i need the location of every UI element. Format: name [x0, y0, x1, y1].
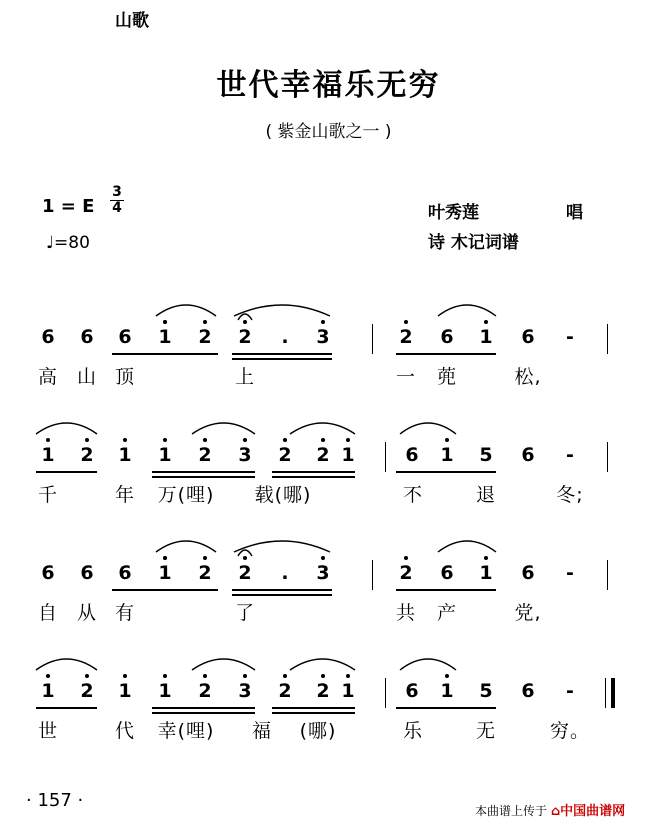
- score-note: 3: [238, 680, 252, 702]
- score-note: 2: [238, 326, 252, 348]
- lyric-syllable: 党,: [514, 602, 542, 624]
- score-note: 1: [440, 444, 454, 466]
- lyric-syllable: (哪): [299, 720, 337, 742]
- score-note: 1: [41, 680, 55, 702]
- lyric-syllable: 代: [114, 720, 136, 742]
- quarter-note-icon: ♩: [46, 233, 55, 253]
- slur-arc: [36, 659, 97, 670]
- lyric-syllable: 不: [402, 484, 424, 506]
- lyric-syllable: 福: [251, 720, 273, 742]
- score-note: 2: [399, 326, 413, 348]
- lyric-syllable: 无: [475, 720, 497, 742]
- score-note: 2: [80, 444, 94, 466]
- genre-label: 山歌: [115, 11, 149, 31]
- score-note: 6: [41, 562, 55, 584]
- score-note: 1: [158, 562, 172, 584]
- singer-role: 唱: [566, 203, 583, 223]
- lyric-syllable: 松,: [514, 366, 542, 388]
- score-note: 2: [198, 680, 212, 702]
- site-logo: ⌂中国曲谱网: [550, 804, 626, 819]
- score-note: 6: [405, 444, 419, 466]
- lyric-syllable: 退: [475, 484, 497, 506]
- score-note: 2: [198, 562, 212, 584]
- lyricist-credit: 诗 木记词谱: [428, 233, 519, 253]
- score-note: 3: [316, 326, 330, 348]
- lyric-syllable: 顶: [114, 366, 136, 388]
- score-note: 1: [118, 680, 132, 702]
- song-subtitle: ( 紫金山歌之一 ): [265, 122, 392, 142]
- lyric-syllable: 幸(哩): [157, 720, 215, 742]
- lyric-syllable: 冬;: [556, 484, 584, 506]
- score-note: 3: [238, 444, 252, 466]
- score-note: 1: [341, 444, 355, 466]
- score-note: 6: [521, 680, 535, 702]
- score-note: 6: [440, 562, 454, 584]
- score-note: 1: [158, 444, 172, 466]
- site-logo-icon: ⌂: [550, 804, 561, 819]
- score-note: 6: [118, 562, 132, 584]
- score-note: .: [281, 562, 289, 584]
- score-note: 5: [479, 680, 493, 702]
- score-note: 1: [158, 680, 172, 702]
- score-note: 1: [479, 562, 493, 584]
- lyric-syllable: 从: [76, 602, 98, 624]
- score-note: 6: [80, 326, 94, 348]
- lyric-syllable: 产: [436, 602, 458, 624]
- lyric-syllable: 穷。: [549, 720, 591, 742]
- score-note: 3: [316, 562, 330, 584]
- score-note: -: [566, 326, 574, 348]
- score-note: -: [566, 562, 574, 584]
- score-note: 2: [198, 444, 212, 466]
- lyric-syllable: 年: [114, 484, 136, 506]
- score-note: 2: [238, 562, 252, 584]
- score-note: 1: [341, 680, 355, 702]
- lyric-syllable: 了: [234, 602, 256, 624]
- score-note: -: [566, 680, 574, 702]
- lyric-syllable: 一: [395, 366, 417, 388]
- score-note: 5: [479, 444, 493, 466]
- upload-text: 本曲谱上传于: [475, 804, 548, 818]
- song-title: 世代幸福乐无穷: [216, 68, 441, 103]
- score-note: 1: [479, 326, 493, 348]
- lyric-syllable: 共: [395, 602, 417, 624]
- lyric-syllable: 上: [234, 366, 256, 388]
- slur-arc: [400, 659, 456, 670]
- lyric-syllable: 山: [76, 366, 98, 388]
- lyric-syllable: 载(哪): [254, 484, 312, 506]
- upload-footer: [475, 800, 625, 819]
- score-note: 1: [158, 326, 172, 348]
- score-note: 6: [405, 680, 419, 702]
- score-note: 2: [80, 680, 94, 702]
- score-note: 2: [278, 680, 292, 702]
- score-note: 6: [521, 562, 535, 584]
- lyric-syllable: 高: [37, 366, 59, 388]
- score-note: 6: [41, 326, 55, 348]
- page-number: · 157 ·: [26, 790, 84, 811]
- key-signature: 1 = E: [42, 196, 95, 217]
- lyric-syllable: 千: [37, 484, 59, 506]
- lyric-syllable: 世: [37, 720, 59, 742]
- score-note: 6: [80, 562, 94, 584]
- lyric-syllable: 有: [114, 602, 136, 624]
- score-note: 6: [118, 326, 132, 348]
- time-bottom: 4: [112, 200, 122, 216]
- tempo-value: =80: [54, 233, 90, 253]
- score-note: 6: [521, 444, 535, 466]
- score-note: -: [566, 444, 574, 466]
- lyric-syllable: 自: [37, 602, 59, 624]
- score-note: 6: [521, 326, 535, 348]
- score-note: 2: [399, 562, 413, 584]
- score-note: .: [281, 326, 289, 348]
- score-note: 1: [41, 444, 55, 466]
- time-top: 3: [110, 185, 124, 201]
- score-note: 2: [316, 444, 330, 466]
- slur-arc: [290, 659, 355, 670]
- score-note: 2: [278, 444, 292, 466]
- score-note: 2: [316, 680, 330, 702]
- lyric-syllable: 蔸: [436, 366, 458, 388]
- score-note: 6: [440, 326, 454, 348]
- lyric-syllable: 乐: [402, 720, 424, 742]
- score-note: 1: [118, 444, 132, 466]
- singer-name: 叶秀莲: [428, 203, 479, 223]
- score-note: 1: [440, 680, 454, 702]
- slur-arc: [192, 659, 255, 670]
- score-note: 2: [198, 326, 212, 348]
- lyric-syllable: 万(哩): [157, 484, 215, 506]
